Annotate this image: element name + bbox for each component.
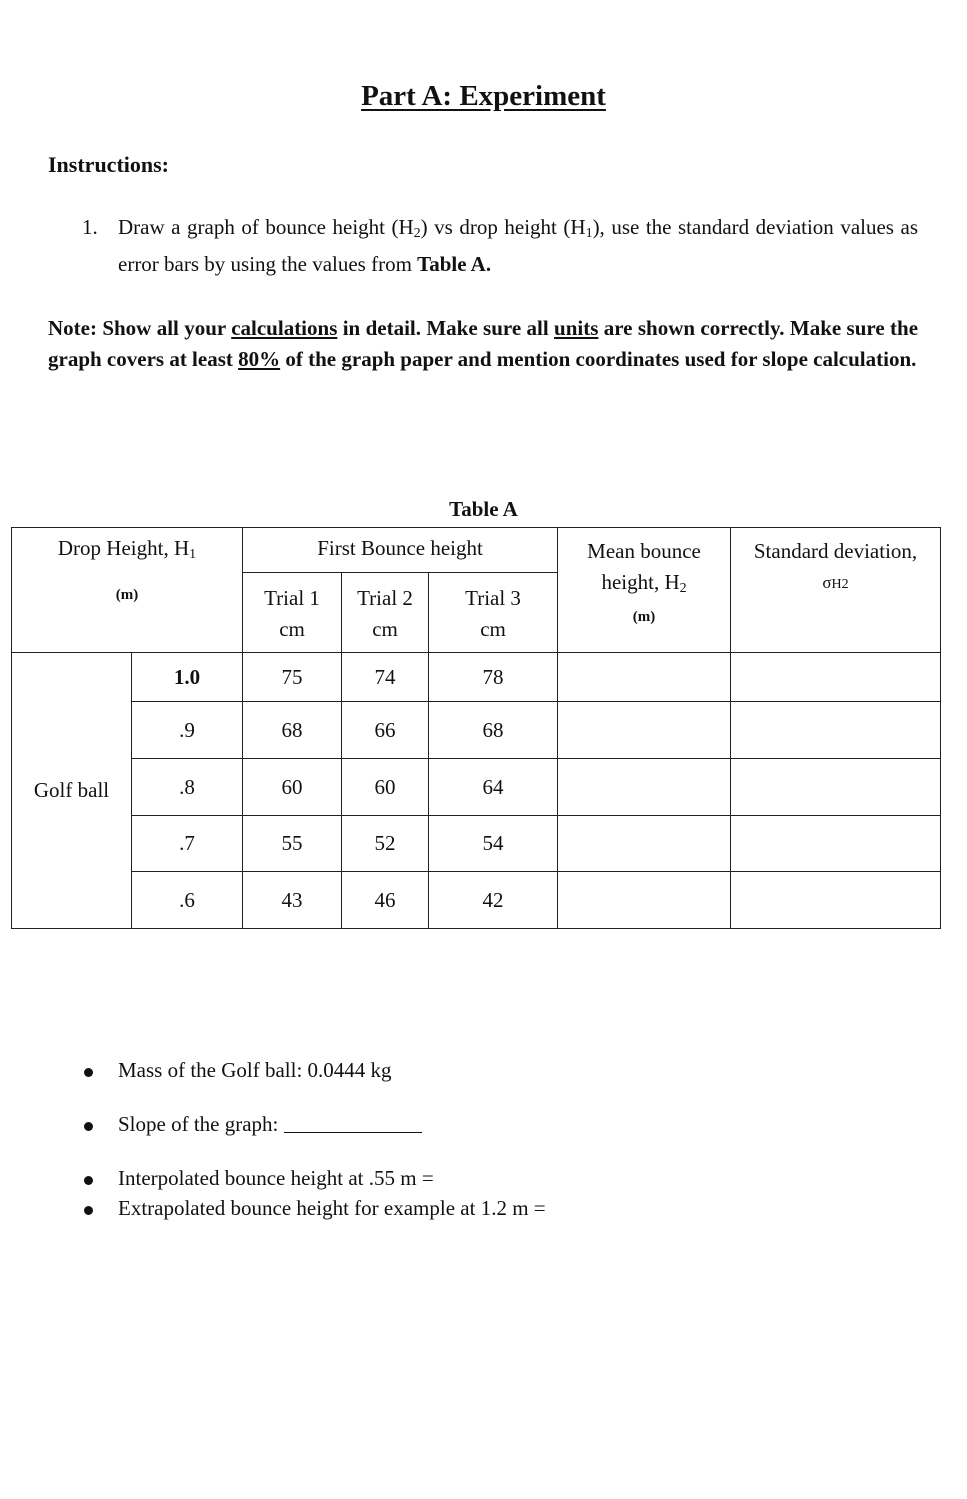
slope-answer-blank[interactable] [284,1114,422,1133]
cell-std [731,872,941,929]
table-row [12,872,941,929]
cell-drop: .8 [132,759,243,816]
note-paragraph: Note: Show all your calculations in detail. Make sure all units are shown correctly. Make sure the graph covers at least 80% of the graph paper and mention coordinates used for slope calculation. [48,316,919,371]
cell-trial-2: 60 [342,759,429,816]
header-mean-bounce: Mean bounce height, $H_2$ (m) [558,528,731,653]
cell-trial-3: 64 [429,759,558,816]
cell-drop: .9 [132,702,243,759]
cell-mean [558,759,731,816]
bullet-slope: Slope of the graph: [82,1112,422,1137]
header-standard-deviation: Standard deviation, σH2 [731,528,941,653]
note-underline-percent: 80% [238,347,281,371]
header-trial-2: Trial 2 cm [342,573,429,653]
cell-std [731,653,941,702]
table-row [12,702,941,759]
header-trial-3: Trial 3 cm [429,573,558,653]
instruction-number: 1. [82,215,98,239]
bullet-dot-icon [84,1122,93,1131]
instruction-text: Draw a graph of bounce height $(H_2)$ vs drop height $(H_1)$, use the standard deviation values as error bars by using the values from Table A. [118,215,918,276]
cell-std [731,702,941,759]
cell-trial-3: 78 [429,653,558,702]
header-mean-unit: (m) [632,609,656,625]
cell-trial-1: 55 [243,816,342,872]
cell-trial-2: 66 [342,702,429,759]
cell-std [731,816,941,872]
bullet-dot-icon [84,1068,93,1077]
cell-drop: .7 [132,816,243,872]
cell-trial-1: 60 [243,759,342,816]
group-label-golf-ball: Golf ball [12,653,132,929]
table-reference: Table A. [417,252,492,276]
cell-trial-2: 46 [342,872,429,929]
header-drop-unit: (m) [115,587,139,603]
cell-trial-3: 42 [429,872,558,929]
cell-mean [558,872,731,929]
cell-trial-3: 68 [429,702,558,759]
table-row [12,759,941,816]
cell-trial-1: 75 [243,653,342,702]
cell-trial-1: 68 [243,702,342,759]
table-caption: Table A [449,497,518,521]
instructions-heading: Instructions: [48,152,170,177]
cell-std [731,759,941,816]
cell-drop: 1.0 [132,653,243,702]
header-drop-height: Drop Height, $H_1$ (m) [12,528,243,653]
page-title: Part A: Experiment [361,80,606,112]
bullet-mass: Mass of the Golf ball: 0.0444 kg [82,1058,392,1083]
note-underline-units: units [554,316,599,340]
bullet-extrapolated: Extrapolated bounce height for example at 1.2 m = [82,1196,546,1221]
header-trial-1: Trial 1 cm [243,573,342,653]
bullet-dot-icon [84,1206,93,1215]
cell-trial-2: 52 [342,816,429,872]
note-underline-calculations: calculations [231,316,338,340]
cell-trial-2: 74 [342,653,429,702]
data-table [11,527,941,929]
bullet-dot-icon [84,1176,93,1185]
cell-mean [558,816,731,872]
table-row [12,816,941,872]
bullet-interpolated: Interpolated bounce height at .55 m = [82,1166,434,1191]
cell-trial-3: 54 [429,816,558,872]
instruction-item-1 [82,212,918,280]
cell-drop: .6 [132,872,243,929]
cell-mean [558,702,731,759]
table-row [12,653,941,702]
cell-mean [558,653,731,702]
cell-trial-1: 43 [243,872,342,929]
header-first-bounce: First Bounce height [243,528,558,573]
